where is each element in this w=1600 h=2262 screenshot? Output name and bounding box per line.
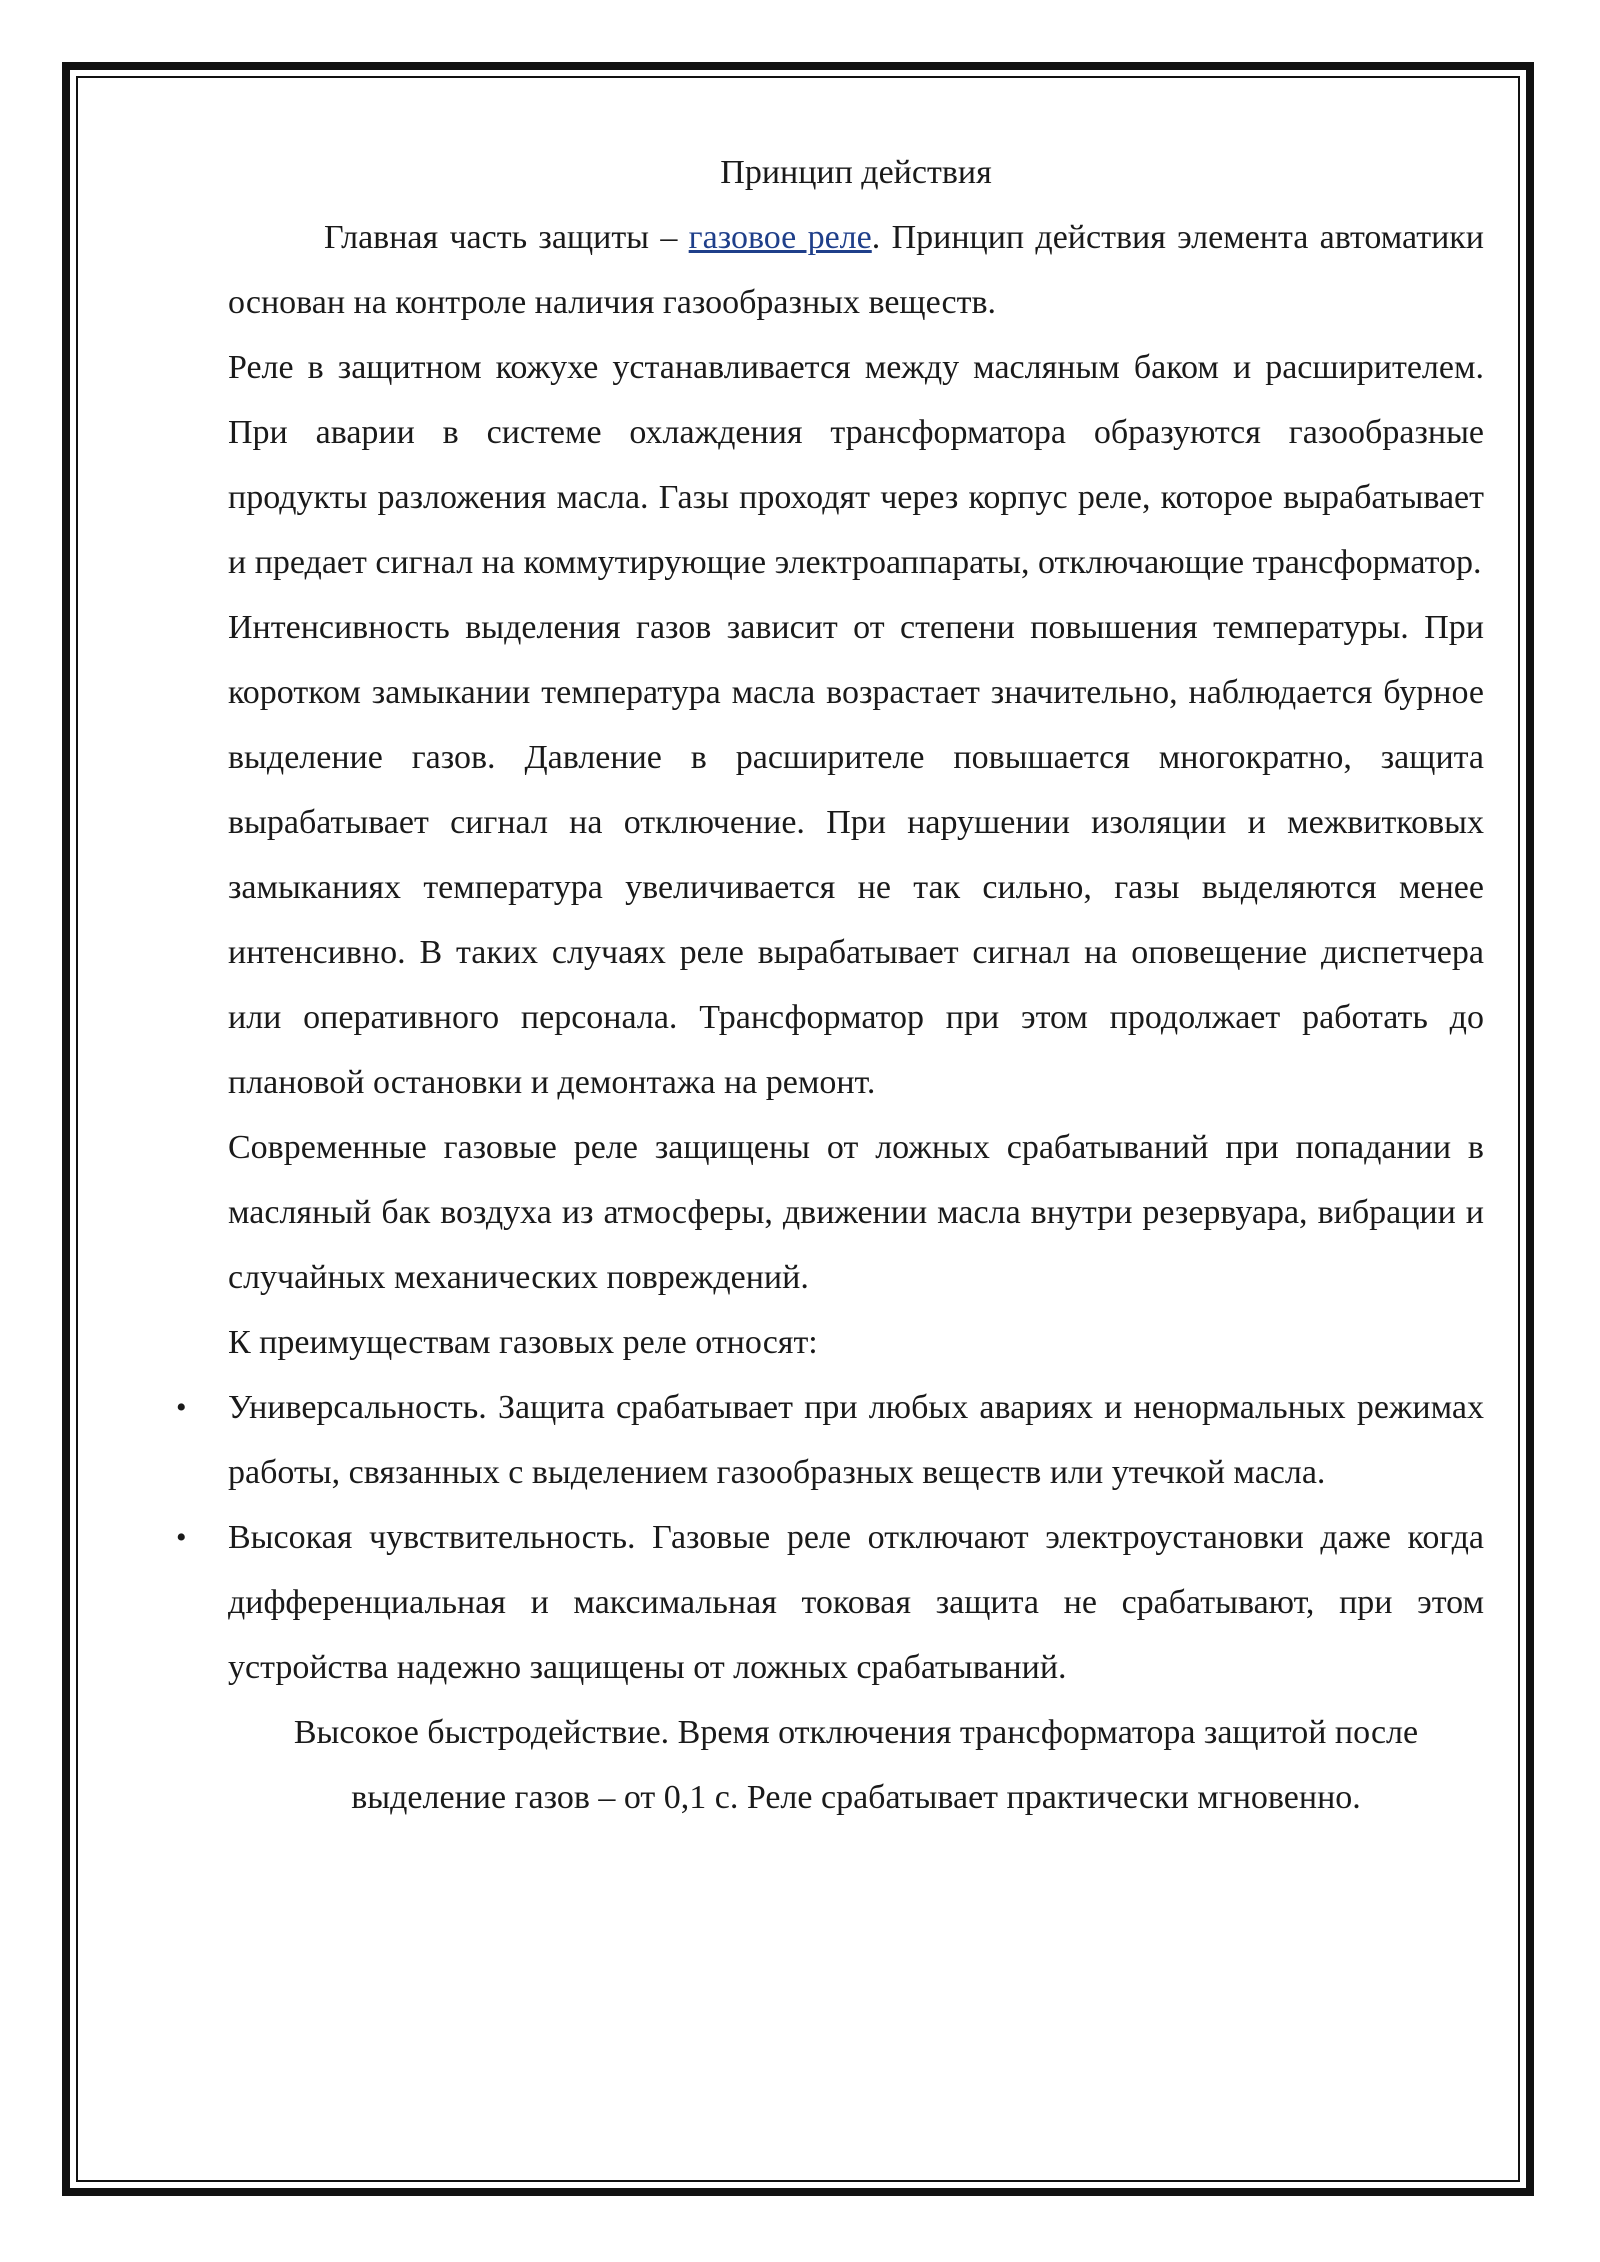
paragraph-false-trip-protection: Современные газовые реле защищены от ложных срабатываний при попадании в масляный бак воздуха из атмосферы, движении масла внутри резервуара, вибрации и случайных механических повреждений. [228, 1129, 1484, 1296]
advantages-list [176, 1375, 1484, 1700]
paragraph-advantages-intro: К преимуществам газовых реле относят: [228, 1324, 818, 1361]
list-item [176, 1505, 1484, 1700]
bullet-marker: • [176, 1391, 187, 1424]
intro-text-before-link: Главная часть защиты – [324, 219, 689, 256]
intro-text-after-link: . Принцип действия элемента автоматики основан на контроле наличия газообразных веществ. [228, 219, 1485, 321]
gas-relay-link[interactable]: газовое реле [688, 219, 872, 256]
paragraph-gas-intensity: Интенсивность выделения газов зависит от степени повышения температуры. При коротком замыкании температура масла возрастает значительно, наблюдается бурное выделение газов. Давление в расширителе повышается многократно, защита вырабатывает сигнал на отключение. При нарушении изоляции и межвитковых замыканиях температура увеличивается не так сильно, газы выделяются менее интенсивно. В таких случаях реле вырабатывает сигнал на оповещение диспетчера или оперативного персонала. Трансформатор при этом продолжает работать до плановой остановки и демонтажа на ремонт. [228, 609, 1484, 1101]
list-item-text: Высокая чувствительность. Газовые реле отключают электроустановки даже когда дифференциальная и максимальная токовая защита не срабатывают, при этом устройства надежно защищены от ложных срабатываний. [228, 1519, 1484, 1686]
list-item-text: Универсальность. Защита срабатывает при любых авариях и ненормальных режимах работы, связанных с выделением газообразных веществ или утечкой масла. [228, 1389, 1484, 1491]
document-title: Принцип действия [720, 154, 992, 191]
document-body [176, 140, 1485, 1830]
intro-paragraph [228, 205, 1484, 335]
closing-paragraph: Высокое быстродействие. Время отключения трансформатора защитой после выделение газов – от 0,1 с. Реле срабатывает практически мгновенно. [293, 1714, 1419, 1816]
list-item [176, 1375, 1484, 1505]
bullet-marker: • [176, 1521, 187, 1554]
paragraph-relay-installation: Реле в защитном кожухе устанавливается между масляным баком и расширителем. При аварии в системе охлаждения трансформатора образуются газообразные продукты разложения масла. Газы проходят через корпус реле, которое вырабатывает и предает сигнал на коммутирующие электроаппараты, отключающие трансформатор. [228, 349, 1484, 581]
